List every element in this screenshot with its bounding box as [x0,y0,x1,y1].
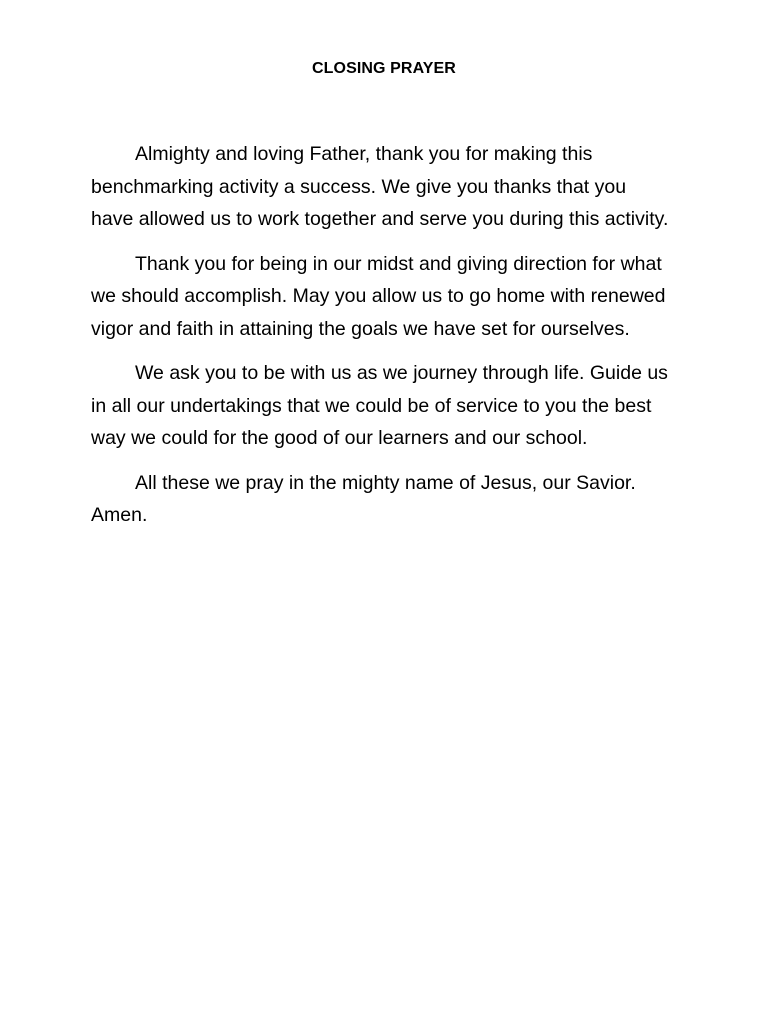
paragraph-3: We ask you to be with us as we journey through life. Guide us in all our undertakings that we could be of service to you the best way we could for the good of our learners and our school. [91,362,668,449]
document-title: CLOSING PRAYER [312,60,456,77]
paragraph-4: All these we pray in the mighty name of Jesus, our Savior. Amen. [91,471,636,526]
paragraph-2: Thank you for being in our midst and giving direction for what we should accomplish. May you allow us to go home with renewed vigor and faith in attaining the goals we have set for ourselves. [91,252,666,340]
document-body [91,138,671,544]
paragraph-1: Almighty and loving Father, thank you for making this benchmarking activity a success. We give you thanks that you have allowed us to work together and serve you during this activity. [91,143,669,230]
